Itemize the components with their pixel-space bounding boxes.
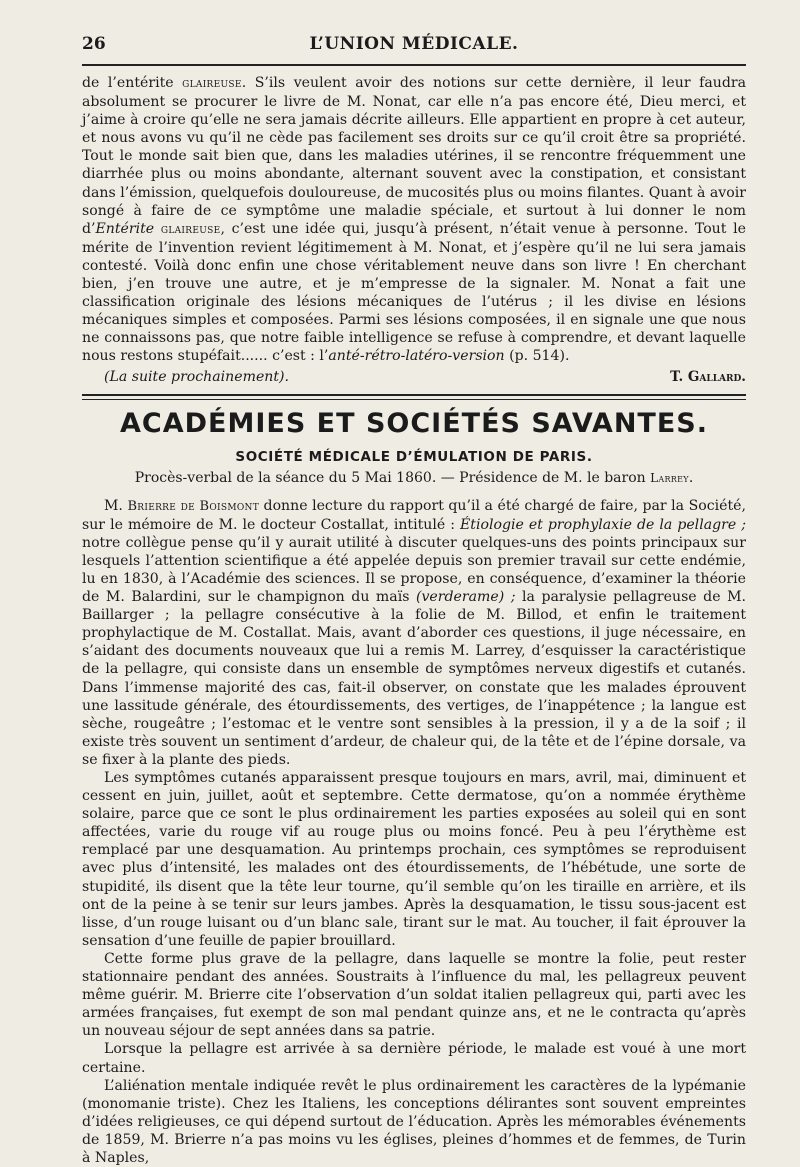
signature-line [82, 368, 746, 386]
suite-note: (La suite prochainement). [104, 368, 290, 385]
author-signature: T. Gallard. [670, 368, 746, 385]
section-title: ACADÉMIES ET SOCIÉTÉS SAVANTES. [120, 407, 708, 439]
society-title: SOCIÉTÉ MÉDICALE D’ÉMULATION DE PARIS. [235, 448, 593, 465]
body-paragraph: Cette forme plus grave de la pellagre, dans laquelle se montre la folie, peut rester stationnaire pendant des années. Soustraits à l’influence du mal, les pellagreux peuvent même guérir. M. Brierre cite l’observation d’un soldat italien pellagreux qui, parti avec les armées françaises, fut exempt de son mal pendant quinze ans, et ne le contracta qu’après un nouveau séjour de sept années dans sa patrie. [82, 950, 746, 1040]
body-paragraph: M. Brierre de Boismont donne lecture du rapport qu’il a été chargé de faire, par la Société, sur le mémoire de M. le docteur Costallat, intitulé : Étiologie et prophylaxie de la pellagre ; notre collègue pense qu’il y aurait utilité à discuter quelques-uns des points principaux sur lesquels l’attention scientifique a été appelée depuis son premier travail sur cette endémie, lu en 1830, à l’Académie des sciences. Il se propose, en conséquence, d’examiner la théorie de M. Balardini, sur le champignon du maïs (verderame) ; la paralysie pellagreuse de M. Baillarger ; la pellagre consécutive à la folie de M. Billod, et enfin le traitement prophylactique de M. Costallat. Mais, avant d’aborder ces questions, il juge nécessaire, en s’aidant des documents nouveaux que lui a remis M. Larrey, d’esquisser la caractéristique de la pellagre, qui consiste dans un ensemble de symptômes nerveux digestifs et cutanés. Dans l’immense majorité des cas, fait-il observer, on constate que les malades éprouvent une lassitude générale, des étourdissements, des vertiges, de l’inappétence ; la langue est sèche, rougeâtre ; l’estomac et le ventre sont sensibles à la pression, il y a de la soif ; il existe très souvent un sentiment d’ardeur, de chaleur qui, de la tête et de l’épine dorsale, va se fixer à la plante des pieds. [82, 497, 746, 768]
proces-verbal-line: Procès-verbal de la séance du 5 Mai 1860. — Présidence de M. le baron Larrey. [134, 469, 694, 486]
article-paragraph: de l’entérite glaireuse. S’ils veulent avoir des notions sur cette dernière, il leur faudra absolument se procurer le livre de M. Nonat, car elle n’a pas encore été, Dieu merci, et j’aime à croire qu’elle ne sera jamais décrite ailleurs. Elle appartient en propre à cet auteur, et nous avons vu qu’il ne cède pas facilement ses droits sur ce qu’il croit être sa propriété. Tout le monde sait bien que, dans les maladies utérines, il se rencontre fréquemment une diarrhée plus ou moins abondante, alternant souvent avec la constipation, et consistant dans l’émission, quelquefois douloureuse, de mucosités plus ou moins filantes. Quant à avoir songé à faire de ce symptôme une maladie spéciale, et surtout à lui donner le nom d’Entérite glaireuse, c’est une idée qui, jusqu’à présent, n’était venue à personne. Tout le mérite de l’invention revient légitimement à M. Nonat, et j’espère qu’il ne lui sera jamais contesté. Voilà donc enfin une chose véritablement neuve dans son livre ! En cherchant bien, j’en trouve une autre, et je m’empresse de la signaler. M. Nonat a fait une classification originale des lésions mécaniques de l’utérus ; il les divise en lésions mécaniques simples et composées. Parmi ses lésions composées, il en signale une que nous ne connaissons pas, que notre faible intelligence se refuse à comprendre, et devant laquelle nous restons stupéfait...... c’est : l’anté-rétro-latéro-version (p. 514). [82, 75, 747, 365]
journal-title: L’UNION MÉDICALE. [309, 34, 519, 54]
header-rule [82, 64, 746, 66]
body-paragraph: Les symptômes cutanés apparaissent presque toujours en mars, avril, mai, diminuent et cessent en juin, juillet, août et septembre. Cette dermatose, qu’on a nommée érythème solaire, parce que ce sont le plus ordinairement les parties exposées au soleil qui en sont affectées, varie du rouge vif au rouge plus ou moins foncé. Peu à peu l’érythème est remplacé par une desquamation. Au printemps prochain, ces symptômes se reproduisent avec plus d’intensité, les malades ont des étourdissements, de l’hébétude, une sorte de stupidité, ils disent que la tête leur tourne, qu’il semble qu’on les tiraille en arrière, et ils ont de la peine à se tenir sur leurs jambes. Après la desquamation, le tissu sous-jacent est lisse, d’un rouge luisant ou d’un blanc sale, tirant sur le mat. Au toucher, il fait éprouver la sensation d’une feuille de papier brouillard. [82, 770, 746, 949]
body-paragraph: Lorsque la pellagre est arrivée à sa dernière période, le malade est voué à une mort certaine. [82, 1041, 746, 1076]
body-paragraph: L’aliénation mentale indiquée revêt le plus ordinairement les caractères de la lypémanie (monomanie triste). Chez les Italiens, les conceptions délirantes sont souvent empreintes d’idées religieuses, ce qui dépend surtout de l’éducation. Après les mémorables événements de 1859, M. Brierre n’a pas moins vu les églises, pleines d’hommes et de femmes, de Turin à Naples, [82, 1077, 746, 1166]
page-number: 26 [82, 34, 106, 54]
section-divider [82, 394, 746, 400]
running-head [82, 34, 746, 58]
page-content [82, 74, 746, 1167]
